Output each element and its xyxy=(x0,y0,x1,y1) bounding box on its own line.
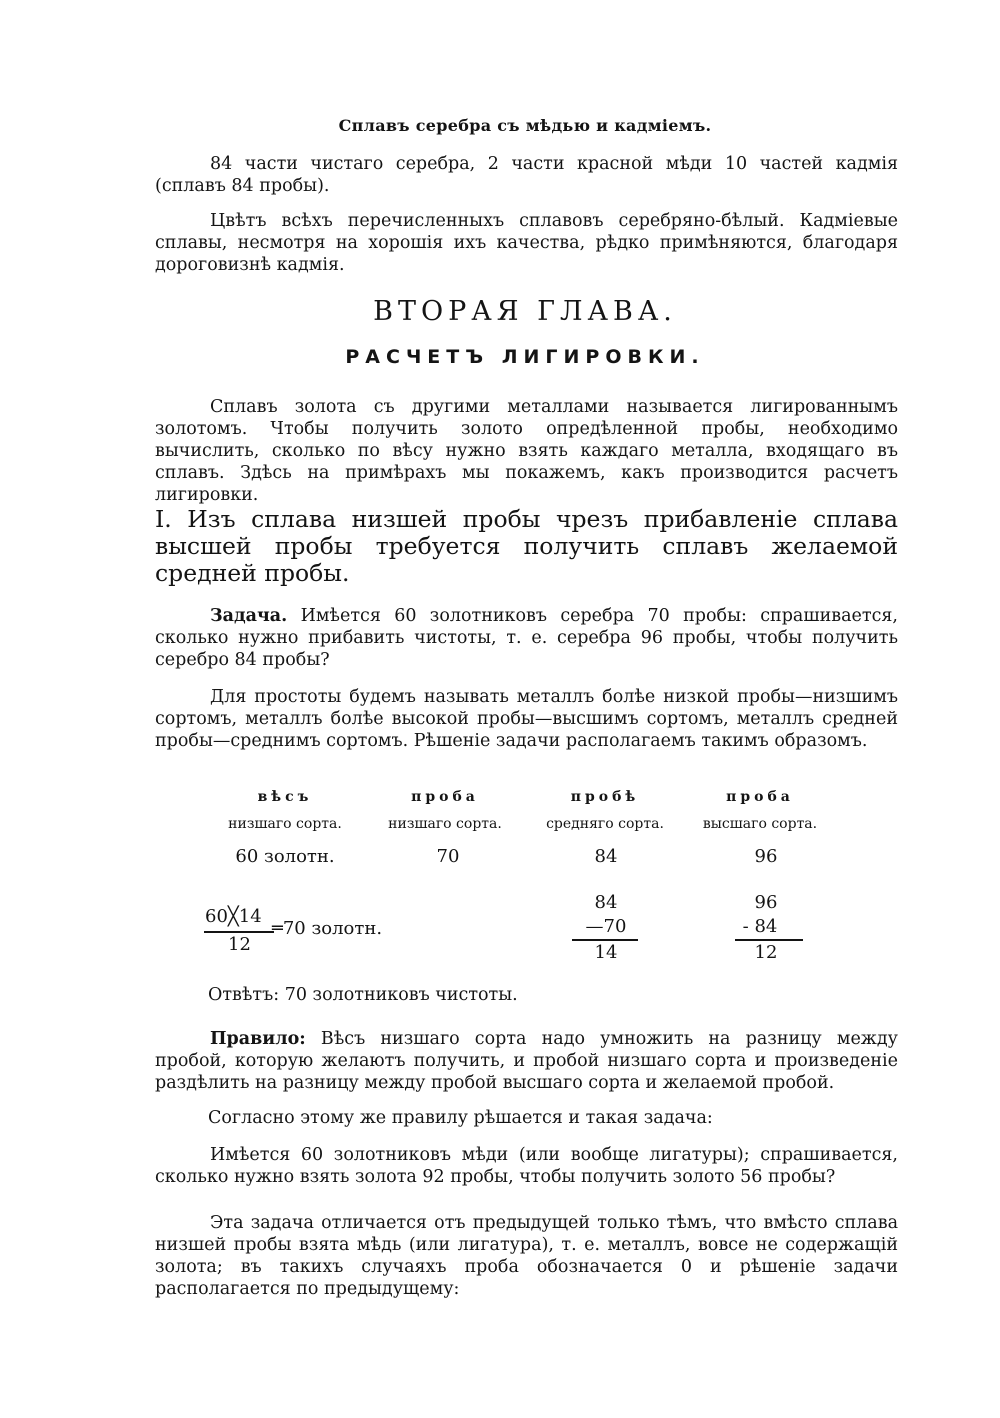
value-mid: 84 xyxy=(594,846,618,867)
accord-line: Согласно этому же правилу рѣшается и такая задача: xyxy=(208,1108,713,1128)
col-weight-head: вѣсъ xyxy=(257,789,313,805)
calc-high-top: 96 xyxy=(754,892,778,913)
calc-mid-sub: —70 xyxy=(585,916,627,937)
col-low-sub: низшаго сорта. xyxy=(388,816,502,832)
answer-line: Отвѣтъ: 70 золотниковъ чистоты. xyxy=(208,985,518,1005)
paragraph-text: Эта задача отличается отъ предыдущей только тѣмъ, что вмѣсто сплава низшей пробы взята мѣдь (или лигатура), т. е. металлъ, вовсе не содержащій золота; въ такихъ случаяхъ проба обозначается 0 и рѣшеніе задачи располагается по предыдущему: xyxy=(155,1213,898,1299)
calc-denominator: 12 xyxy=(228,934,251,955)
heading-text: I. Изъ сплава низшей пробы чрезъ прибавленіе сплава высшей пробы требуется получить сплавъ желаемой средней пробы. xyxy=(155,505,898,587)
paragraph-rule xyxy=(155,1028,898,1094)
paragraph-text: Имѣется 60 золотниковъ мѣди (или вообще лигатуры); спрашивается, сколько нужно взять золота 92 пробы, чтобы получить золото 56 пробы? xyxy=(155,1145,898,1187)
chapter-title: ВТОРАЯ ГЛАВА. xyxy=(373,296,677,327)
col-mid-head: пробѣ xyxy=(570,789,640,805)
high-rule xyxy=(735,939,803,941)
calc-result: ═70 золотн. xyxy=(272,918,383,939)
value-low: 70 xyxy=(436,846,460,867)
calc-mid-result: 14 xyxy=(594,942,618,963)
paragraph-silver-alloy xyxy=(155,153,898,197)
col-mid-sub: средняго сорта. xyxy=(546,816,664,832)
col-low-head: проба xyxy=(411,789,479,805)
chapter-subtitle: РАСЧЕТЪ ЛИГИРОВКИ. xyxy=(345,346,705,368)
paragraph-explain xyxy=(155,686,898,752)
col-high-sub: высшаго сорта. xyxy=(702,816,818,832)
paragraph-final xyxy=(155,1212,898,1300)
fraction-bar xyxy=(204,931,274,933)
paragraph-text: Для простоты будемъ называть металлъ болѣе низкой пробы—низшимъ сортомъ, металлъ болѣе высокой пробы—высшимъ сортомъ, металлъ средней пробы—среднимъ сортомъ. Рѣшеніе задачи располагаемъ такимъ образомъ. xyxy=(155,687,898,751)
calc-high-sub: - 84 xyxy=(742,916,778,937)
paragraph-task2 xyxy=(155,1144,898,1188)
paragraph-intro xyxy=(155,396,898,506)
paragraph-text: Цвѣтъ всѣхъ перечисленныхъ сплавовъ серебряно-бѣлый. Кадміевые сплавы, несмотря на хорошія ихъ качества, рѣдко примѣняются, благодаря дороговизнѣ кадмія. xyxy=(155,211,898,275)
section-title: Сплавъ серебра съ мѣдью и кадміемъ. xyxy=(338,116,712,135)
task-label: Задача. xyxy=(210,606,288,626)
mid-rule xyxy=(572,939,638,941)
calc-high-result: 12 xyxy=(754,942,778,963)
paragraph-task xyxy=(155,605,898,671)
calc-numerator: 60╳14 xyxy=(205,906,262,927)
value-weight: 60 золотн. xyxy=(235,846,335,867)
col-high-head: проба xyxy=(726,789,794,805)
col-weight-sub: низшаго сорта. xyxy=(228,816,342,832)
paragraph-text: 84 части чистаго серебра, 2 части красной мѣди 10 частей кадмія (сплавъ 84 пробы). xyxy=(155,154,898,196)
paragraph-text: Сплавъ золота съ другими металлами называется лигированнымъ золотомъ. Чтобы получить золото опредѣленной пробы, необходимо вычислить, сколько по вѣсу нужно взять каждаго металла, входящаго въ сплавъ. Здѣсь на примѣрахъ мы покажемъ, какъ производится расчетъ лигировки. xyxy=(155,397,898,505)
paragraph-colors xyxy=(155,210,898,276)
heading-case-one xyxy=(155,506,898,587)
rule-label: Правило: xyxy=(210,1029,306,1049)
calc-mid-top: 84 xyxy=(594,892,618,913)
value-high: 96 xyxy=(754,846,778,867)
rule-text: Вѣсъ низшаго сорта надо умножить на разницу между пробой, которую желаютъ получить, и пробой низшаго сорта и произведеніе раздѣлить на разницу между пробой высшаго сорта и желаемой пробой. xyxy=(155,1029,898,1093)
task-text: Имѣется 60 золотниковъ серебра 70 пробы: спрашивается, сколько нужно прибавить чистоты, т. е. серебра 96 пробы, чтобы получить серебро 84 пробы? xyxy=(155,606,898,670)
